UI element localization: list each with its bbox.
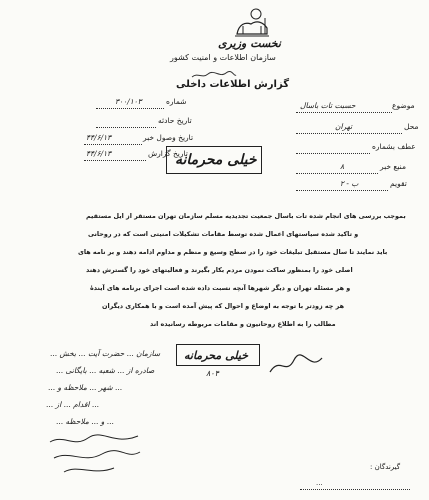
- report-date-label: تاریخ گزارش: [148, 149, 188, 158]
- body-line: هر چه زودتر با توجه به اوضاع و احوال که پیش آمده است و با همکاری دیگران: [102, 302, 345, 310]
- handwritten-note: صادره از ... شعبه ... بایگانی ...: [56, 366, 155, 375]
- distribution-label: گیرندگان :: [370, 463, 401, 471]
- header-scribble: [190, 64, 238, 72]
- footer-dots: [300, 489, 410, 490]
- received-date-dots: [84, 144, 142, 145]
- signature-stamp-text: خیلی محرمانه: [184, 349, 249, 362]
- evaluation-label: تقویم: [390, 179, 407, 188]
- body-line: و تاکید شده سیاستهای اعمال شده توسط مقامات تشکیلات امنیتی است که در روحانی: [88, 230, 359, 238]
- body-line: بموجب بررسی های انجام شده تات باسال جمعیت تجدیدیه مسلم سازمان تهران مستقر از ایل مستقیم: [86, 212, 406, 220]
- incident-date-label: تاریخ حادثه: [158, 116, 192, 125]
- source-value: ۸: [340, 162, 345, 171]
- organization-name: سازمان اطلاعات و امنیت کشور: [170, 53, 276, 62]
- bottom-number: ...: [316, 479, 323, 487]
- number-label: شماره: [166, 97, 187, 106]
- classification-stamp: [166, 146, 262, 174]
- handwritten-note: ... و ... ملاحظه ...: [56, 417, 114, 426]
- incident-date-dots: [96, 127, 156, 128]
- body-line: و هر مسئله تهران و دیگر شهرها آنچه نسبت داده شده است اجرای برنامه های آیندهٔ: [90, 284, 351, 292]
- place-label: محل: [404, 122, 419, 131]
- notes-scribble: [44, 432, 144, 478]
- subject-label: موضوع: [392, 101, 415, 110]
- signature-stamp: [176, 344, 260, 366]
- signature-scribble: [266, 352, 326, 378]
- received-date-label: تاریخ وصول خبر: [143, 133, 194, 142]
- place-dots: [296, 133, 402, 134]
- reference-label: عطف بشماره: [372, 142, 416, 151]
- evaluation-value: ب - ۲: [340, 179, 359, 188]
- source-label: منبع خبر: [380, 162, 406, 171]
- stamp-number: ۸۰۴: [206, 369, 219, 378]
- received-date-value: ۴۴/۶/۱۳: [86, 133, 112, 142]
- report-date-dots: [84, 160, 146, 161]
- place-value: تهران: [335, 122, 353, 131]
- handwritten-note: سازمان ... حضرت آیت ... بخش ...: [50, 349, 161, 358]
- number-dots: [96, 108, 164, 109]
- reference-dots: [296, 153, 370, 154]
- subject-dots: [296, 112, 392, 113]
- source-dots: [296, 173, 378, 174]
- ministry-name: نخست وزیری: [218, 37, 281, 50]
- body-line: مطالب را به اطلاع روحانیون و مقامات مربوطه رسانیده اند: [150, 320, 336, 328]
- subject-value: حسبت تات باسال: [300, 101, 356, 110]
- document-title: گزارش اطلاعات داخلی: [176, 79, 290, 90]
- handwritten-note: ... شهر ... ملاحظه و ...: [48, 383, 123, 392]
- number-value: ۳۰۰/۱۰۳: [115, 97, 142, 106]
- body-line: باید نمایند تا سال مستقبل تبلیغات خود را در سطح وسیع و منظم و مداوم ادامه دهند و بر نامه های: [78, 248, 388, 256]
- lion-and-sun-emblem-icon: [231, 6, 273, 40]
- report-date-value: ۴۴/۶/۱۳: [86, 149, 112, 158]
- classification-stamp-text: خیلی محرمانه: [175, 152, 257, 168]
- body-line: اصلی خود را بمنظور ساکت نمودن مردم بکار بگیرند و فعالیتهای خود را گسترش دهند: [86, 266, 353, 274]
- evaluation-dots: [296, 190, 388, 191]
- handwritten-note: ... اقدام ... از ...: [46, 400, 100, 409]
